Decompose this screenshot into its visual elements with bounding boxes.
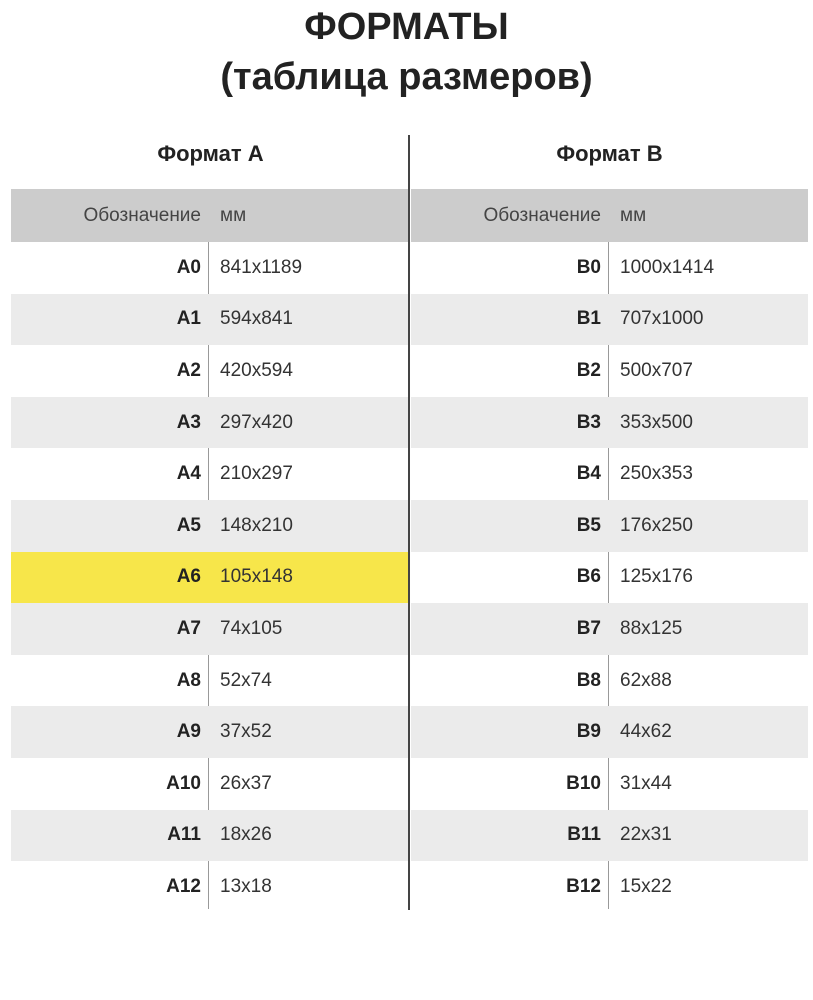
format-size: 1000x1414 [620, 256, 715, 278]
table-header-row [411, 189, 808, 242]
table-row [11, 861, 408, 913]
format-code: В6 [576, 566, 601, 588]
header-mm: мм [220, 204, 247, 226]
format-code: В2 [576, 359, 601, 381]
table-row [411, 242, 808, 294]
format-code: В5 [576, 514, 601, 536]
format-code: В3 [576, 411, 601, 433]
header-mm: мм [620, 204, 647, 226]
format-code: В4 [576, 463, 601, 485]
format-size: 88x125 [620, 617, 683, 639]
format-size: 105x148 [220, 566, 293, 588]
table-row [11, 655, 408, 707]
table-row [411, 294, 808, 346]
format-code: А5 [176, 514, 201, 536]
format-size: 297x420 [220, 411, 293, 433]
table-row [411, 603, 808, 655]
table-row [11, 500, 408, 552]
format-code: А2 [176, 359, 201, 381]
format-size: 148x210 [220, 514, 293, 536]
format-size: 420x594 [220, 359, 293, 381]
format-size: 13x18 [220, 875, 272, 897]
format-code: А10 [166, 772, 201, 794]
format-size: 22x31 [620, 824, 672, 846]
format-code: А6 [176, 566, 201, 588]
table-row [411, 655, 808, 707]
table-row [11, 448, 408, 500]
format-code: А1 [176, 308, 201, 330]
format-code: В7 [576, 617, 601, 639]
format-size: 74x105 [220, 617, 283, 639]
page-title-line2: (таблица размеров) [220, 56, 593, 98]
page-title-line1: ФОРМАТЫ [304, 6, 509, 48]
format-code: А12 [166, 875, 201, 897]
table-row [411, 345, 808, 397]
format-size: 37x52 [220, 721, 272, 743]
format-size: 62x88 [620, 669, 672, 691]
table-row [11, 603, 408, 655]
format-a-heading: Формат А [157, 141, 264, 166]
format-size: 52x74 [220, 669, 272, 691]
table-row [411, 810, 808, 862]
table-row [411, 500, 808, 552]
format-size: 353x500 [620, 411, 693, 433]
format-code: В0 [576, 256, 601, 278]
table-row [11, 397, 408, 449]
format-size: 594x841 [220, 308, 293, 330]
format-a-table [11, 189, 408, 913]
format-size: 210x297 [220, 463, 293, 485]
table-row [11, 294, 408, 346]
format-size: 18x26 [220, 824, 272, 846]
table-row [11, 345, 408, 397]
page-title [0, 2, 813, 102]
format-code: В9 [576, 721, 601, 743]
format-size: 500x707 [620, 359, 693, 381]
table-body [411, 242, 808, 913]
format-code: А3 [176, 411, 201, 433]
table-row [411, 706, 808, 758]
format-size: 841x1189 [220, 256, 303, 278]
format-code: В11 [567, 824, 601, 846]
header-designation: Обозначение [83, 204, 201, 226]
table-row [411, 448, 808, 500]
format-size: 707x1000 [620, 308, 704, 330]
table-row [411, 552, 808, 604]
format-code: В10 [566, 772, 601, 794]
table-row [11, 758, 408, 810]
table-row [11, 706, 408, 758]
table-row [411, 861, 808, 913]
format-code: В8 [576, 669, 601, 691]
format-size: 176x250 [620, 514, 693, 536]
format-b-table [411, 189, 808, 913]
header-designation: Обозначение [483, 204, 601, 226]
center-divider [408, 135, 410, 910]
format-code: А9 [176, 721, 201, 743]
table-row [11, 242, 408, 294]
format-size: 44x62 [620, 721, 672, 743]
table-row [11, 552, 408, 604]
table-header-row [11, 189, 408, 242]
format-size: 31x44 [620, 772, 672, 794]
table-row [11, 810, 408, 862]
format-code: В12 [566, 875, 601, 897]
table-row [411, 397, 808, 449]
format-code: А0 [176, 256, 201, 278]
format-code: А7 [176, 617, 201, 639]
format-size: 125x176 [620, 566, 693, 588]
table-body [11, 242, 408, 913]
format-size: 250x353 [620, 463, 693, 485]
table-row [411, 758, 808, 810]
format-code: В1 [576, 308, 601, 330]
format-code: А8 [176, 669, 201, 691]
format-size: 15x22 [620, 875, 672, 897]
format-code: А11 [167, 824, 201, 846]
format-code: А4 [176, 463, 201, 485]
format-b-heading: Формат В [556, 141, 663, 166]
format-size: 26x37 [220, 772, 272, 794]
